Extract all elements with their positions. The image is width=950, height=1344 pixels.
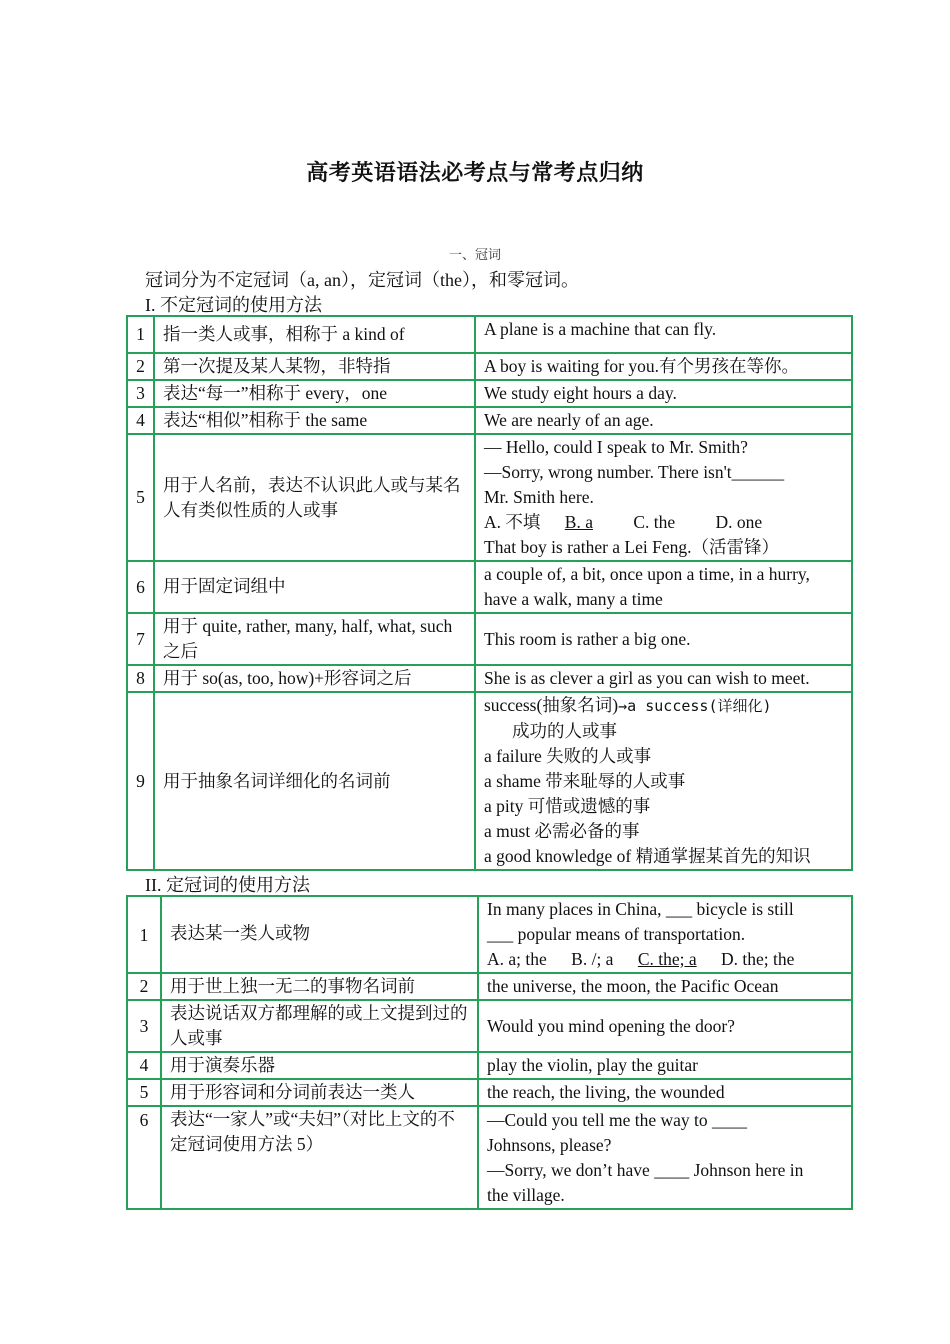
example-cell: play the violin, play the guitar bbox=[478, 1052, 852, 1079]
usage-cell: 用于 so(as, too, how)+形容词之后 bbox=[154, 665, 475, 692]
example-line: —Sorry, we don’t have ____ Johnson here in bbox=[487, 1159, 804, 1180]
table-row bbox=[127, 665, 852, 692]
example-line: the village. bbox=[487, 1184, 565, 1205]
table-row bbox=[127, 1000, 852, 1052]
usage-cell: 指一类人或事，相称于 a kind of bbox=[154, 316, 475, 353]
example-line: — Hello, could I speak to Mr. Smith? bbox=[484, 437, 748, 457]
example-line: 成功的人或事 bbox=[512, 721, 617, 741]
row-number: 1 bbox=[127, 316, 154, 353]
example-cell bbox=[478, 1106, 852, 1209]
row-number: 2 bbox=[127, 353, 154, 380]
table-row bbox=[127, 1079, 852, 1106]
intro-text: 冠词分为不定冠词（a, an），定冠词（the），和零冠词。 bbox=[145, 270, 579, 290]
option-a: A. 不填 bbox=[484, 512, 541, 532]
row-number: 6 bbox=[127, 561, 154, 613]
usage-cell: 第一次提及某人某物，非特指 bbox=[154, 353, 475, 380]
row-number: 5 bbox=[127, 434, 154, 561]
example-cell bbox=[478, 896, 852, 973]
example-line: a pity 可惜或遗憾的事 bbox=[484, 796, 651, 816]
table-row bbox=[127, 613, 852, 665]
usage-cell: 表达“一家人”或“夫妇”（对比上文的不定冠词使用方法 5） bbox=[161, 1106, 478, 1209]
table-row bbox=[127, 434, 852, 561]
section-heading: 一、冠词 bbox=[448, 247, 501, 262]
row-number: 9 bbox=[127, 692, 154, 870]
example-line: —Sorry, wrong number. There isn't______ bbox=[484, 462, 785, 482]
example-line: a must 必需必备的事 bbox=[484, 821, 640, 841]
usage-cell: 表达“相似”相称于 the same bbox=[154, 407, 475, 434]
table-row bbox=[127, 973, 852, 1000]
usage-cell: 用于形容词和分词前表达一类人 bbox=[161, 1079, 478, 1106]
option-b-answer: B. a bbox=[564, 512, 593, 532]
abstract-noun: success(抽象名词) bbox=[484, 695, 619, 715]
example-cell: This room is rather a big one. bbox=[475, 613, 852, 665]
usage-cell: 用于 quite, rather, many, half, what, such 之后 bbox=[154, 613, 475, 665]
concrete-noun: →a success(详细化) bbox=[618, 697, 772, 715]
row-number: 3 bbox=[127, 1000, 161, 1052]
row-number: 5 bbox=[127, 1079, 161, 1106]
example-line: a good knowledge of 精通掌握某首先的知识 bbox=[484, 846, 811, 866]
definite-article-table bbox=[126, 895, 853, 1210]
answer-options bbox=[487, 947, 845, 972]
table-row bbox=[127, 1106, 852, 1209]
example-line: Mr. Smith here. bbox=[484, 487, 594, 507]
answer-options bbox=[484, 510, 845, 535]
example-cell bbox=[475, 434, 852, 561]
table-row bbox=[127, 561, 852, 613]
row-number: 1 bbox=[127, 896, 161, 973]
example-line: —Could you tell me the way to ____ bbox=[487, 1109, 748, 1130]
table-row bbox=[127, 353, 852, 380]
table-row bbox=[127, 316, 852, 353]
example-line: In many places in China, ___ bicycle is still bbox=[487, 899, 794, 919]
row-number: 4 bbox=[127, 407, 154, 434]
usage-cell: 用于人名前，表达不认识此人或与某名人有类似性质的人或事 bbox=[154, 434, 475, 561]
example-cell: We study eight hours a day. bbox=[475, 380, 852, 407]
table-row bbox=[127, 692, 852, 870]
indefinite-article-table bbox=[126, 315, 853, 871]
example-cell: We are nearly of an age. bbox=[475, 407, 852, 434]
part1-heading: I. 不定冠词的使用方法 bbox=[145, 295, 322, 315]
option-b: B. /; a bbox=[571, 949, 614, 969]
example-cell: the universe, the moon, the Pacific Ocean bbox=[478, 973, 852, 1000]
row-number: 3 bbox=[127, 380, 154, 407]
example-cell: Would you mind opening the door? bbox=[478, 1000, 852, 1052]
example-line: Johnsons, please? bbox=[487, 1134, 612, 1155]
usage-cell: 用于世上独一无二的事物名词前 bbox=[161, 973, 478, 1000]
example-cell: the reach, the living, the wounded bbox=[478, 1079, 852, 1106]
option-c-answer: C. the; a bbox=[637, 949, 697, 969]
document-title: 高考英语语法必考点与常考点归纳 bbox=[306, 161, 644, 186]
example-cell: a couple of, a bit, once upon a time, in a hurry, have a walk, many a time bbox=[475, 561, 852, 613]
part2-heading: II. 定冠词的使用方法 bbox=[145, 875, 310, 895]
usage-cell: 表达说话双方都理解的或上文提到过的人或事 bbox=[161, 1000, 478, 1052]
option-d: D. one bbox=[715, 512, 763, 532]
example-cell: A boy is waiting for you.有个男孩在等你。 bbox=[475, 353, 852, 380]
example-cell bbox=[475, 692, 852, 870]
table-row bbox=[127, 896, 852, 973]
option-d: D. the; the bbox=[721, 949, 795, 969]
usage-cell: 用于抽象名词详细化的名词前 bbox=[154, 692, 475, 870]
row-number: 7 bbox=[127, 613, 154, 665]
example-cell: A plane is a machine that can fly. bbox=[475, 316, 852, 353]
example-line: a failure 失败的人或事 bbox=[484, 746, 652, 766]
usage-cell: 用于固定词组中 bbox=[154, 561, 475, 613]
table-row bbox=[127, 1052, 852, 1079]
option-c: C. the bbox=[633, 512, 676, 532]
example-line: ___ popular means of transportation. bbox=[487, 924, 746, 944]
row-number: 8 bbox=[127, 665, 154, 692]
usage-cell: 表达“每一”相称于 every，one bbox=[154, 380, 475, 407]
table-row bbox=[127, 380, 852, 407]
row-number: 6 bbox=[127, 1106, 161, 1209]
example-line: a shame 带来耻辱的人或事 bbox=[484, 771, 686, 791]
row-number: 2 bbox=[127, 973, 161, 1000]
example-line: That boy is rather a Lei Feng.（活雷锋） bbox=[484, 537, 780, 557]
example-cell: She is as clever a girl as you can wish to meet. bbox=[475, 665, 852, 692]
usage-cell: 用于演奏乐器 bbox=[161, 1052, 478, 1079]
row-number: 4 bbox=[127, 1052, 161, 1079]
usage-cell: 表达某一类人或物 bbox=[161, 896, 478, 973]
option-a: A. a; the bbox=[487, 949, 547, 969]
table-row bbox=[127, 407, 852, 434]
example-line bbox=[484, 693, 845, 719]
